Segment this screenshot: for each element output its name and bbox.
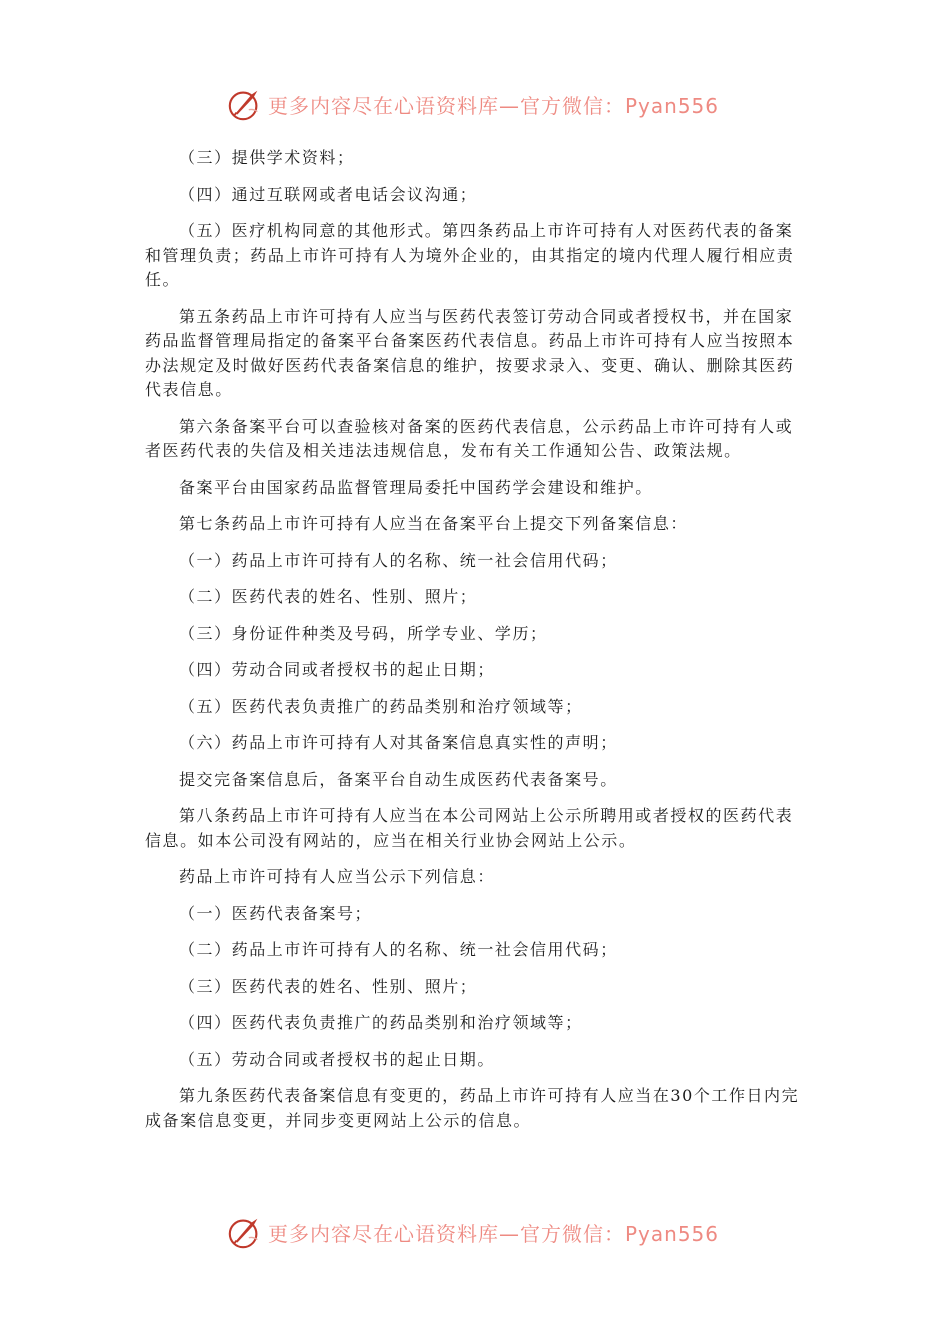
- list-item: （二）医药代表的姓名、性别、照片；: [179, 587, 478, 606]
- pen-nib-logo-icon: [226, 85, 264, 123]
- footer-banner: [226, 1212, 719, 1252]
- paragraph: （三）提供学术资料；: [179, 148, 355, 167]
- list-item: （三）医药代表的姓名、性别、照片；: [179, 976, 478, 996]
- paragraph: 药品上市许可持有人应当公示下列信息：: [179, 867, 495, 886]
- paragraph: 提交完备案信息后，备案平台自动生成医药代表备案号。: [179, 769, 618, 789]
- paragraph: 备案平台由国家药品监督管理局委托中国药学会建设和维护。: [179, 477, 653, 497]
- list-item: （二）药品上市许可持有人的名称、统一社会信用代码；: [179, 940, 618, 959]
- list-item: （一）药品上市许可持有人的名称、统一社会信用代码；: [179, 550, 618, 570]
- list-item: （三）身份证件种类及号码，所学专业、学历；: [179, 623, 548, 643]
- paragraph: 第五条药品上市许可持有人应当与医药代表签订劳动合同或者授权书，并在国家药品监督管理局指定的备案平台备案医药代表信息。药品上市许可持有人应当按照本办法规定及时做好医药代表备案信息的维护，按要求录入、变更、确认、删除其医药代表信息。: [145, 306, 795, 399]
- paragraph: 第八条药品上市许可持有人应当在本公司网站上公示所聘用或者授权的医药代表信息。如本公司没有网站的，应当在相关行业协会网站上公示。: [145, 806, 794, 850]
- list-item: （六）药品上市许可持有人对其备案信息真实性的声明；: [179, 733, 618, 752]
- header-banner: [226, 84, 719, 124]
- list-item: （五）医药代表负责推广的药品类别和治疗领域等；: [179, 696, 583, 716]
- paragraph: 第九条医药代表备案信息有变更的，药品上市许可持有人应当在30个工作日内完成备案信息变更，并同步变更网站上公示的信息。: [145, 1086, 800, 1130]
- list-item: （五）劳动合同或者授权书的起止日期。: [179, 1049, 495, 1069]
- pen-nib-logo-icon: [226, 1213, 264, 1251]
- paragraph: （四）通过互联网或者电话会议沟通；: [179, 184, 478, 204]
- document-body: [145, 146, 805, 1145]
- list-item: （四）医药代表负责推广的药品类别和治疗领域等；: [179, 1013, 583, 1032]
- banner-text: 更多内容尽在心语资料库—官方微信：Pyan556: [268, 1221, 720, 1246]
- banner-text: 更多内容尽在心语资料库—官方微信：Pyan556: [268, 93, 720, 118]
- paragraph: 第六条备案平台可以查验核对备案的医药代表信息，公示药品上市许可持有人或者医药代表的失信及相关违法违规信息，发布有关工作通知公告、政策法规。: [145, 416, 794, 460]
- list-item: （四）劳动合同或者授权书的起止日期；: [179, 660, 495, 679]
- paragraph: 第七条药品上市许可持有人应当在备案平台上提交下列备案信息：: [179, 514, 688, 533]
- paragraph: （五）医疗机构同意的其他形式。第四条药品上市许可持有人对医药代表的备案和管理负责；药品上市许可持有人为境外企业的，由其指定的境内代理人履行相应责任。: [145, 221, 795, 289]
- list-item: （一）医药代表备案号；: [179, 903, 373, 923]
